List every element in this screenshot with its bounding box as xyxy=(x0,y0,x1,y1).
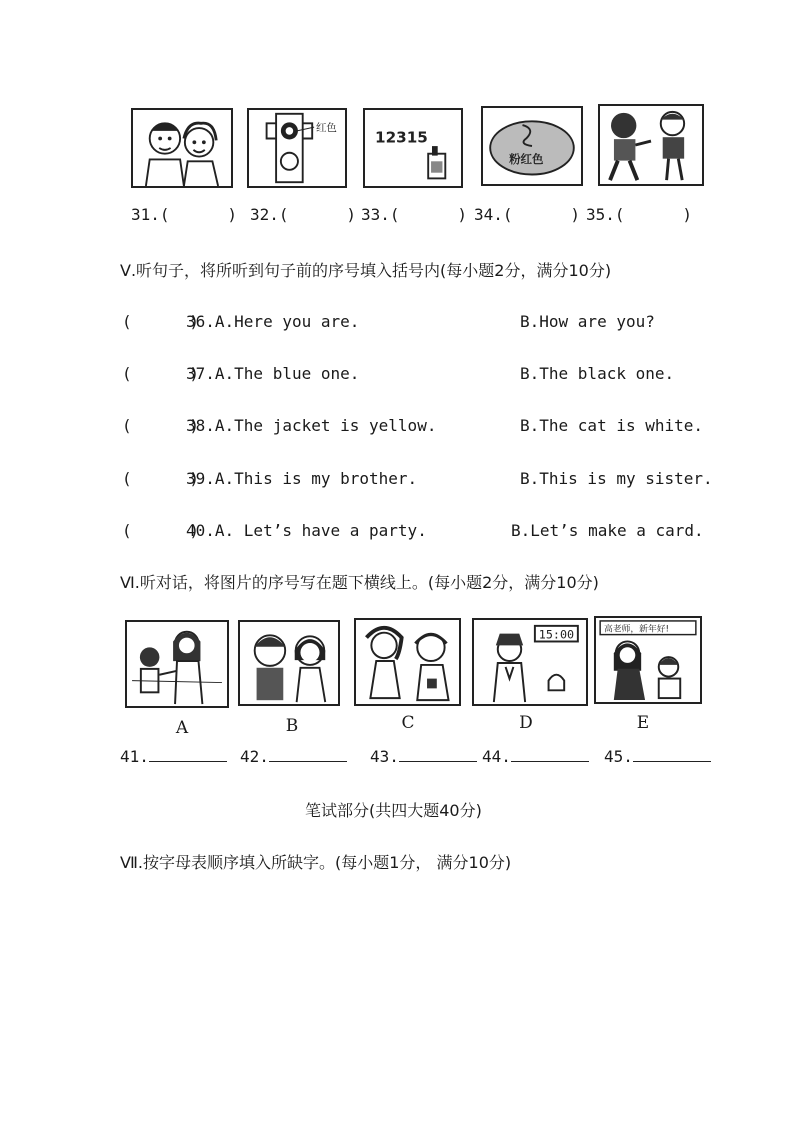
question-39-option-a: 39.A.This is my brother. xyxy=(186,469,418,488)
question-38-option-b: B.The cat is white. xyxy=(520,416,704,435)
picture-a xyxy=(125,620,229,708)
blank-45-number: 45. xyxy=(604,747,633,766)
question-38-option-a: 38.A.The jacket is yellow. xyxy=(186,416,437,435)
answer-label-32: 32.( ) xyxy=(250,205,356,224)
traffic-light-illustration xyxy=(249,110,345,186)
picture-b xyxy=(238,620,340,706)
blank-44 xyxy=(482,747,589,766)
red-color-label: 红色 xyxy=(316,121,337,134)
question-37-paren: ( ) xyxy=(122,364,200,383)
couple-illustration xyxy=(133,110,231,186)
blank-45 xyxy=(604,747,711,766)
picture-32 xyxy=(247,108,347,188)
answer-label-33: 33.( ) xyxy=(361,205,467,224)
question-40-option-a: 40.A. Let’s have a party. xyxy=(186,521,427,540)
question-40-option-b: B.Let’s make a card. xyxy=(511,521,704,540)
picture-letter-e: E xyxy=(636,713,650,733)
picture-letter-a: A xyxy=(175,718,189,738)
pink-color-label: 粉红色 xyxy=(509,152,544,167)
picture-letter-c: C xyxy=(401,713,415,733)
clock-and-man-illustration xyxy=(474,620,586,704)
blank-41-number: 41. xyxy=(120,747,149,766)
section-5-title: Ⅴ.听句子，将所听到句子前的序号填入括号内(每小题2分，满分10分) xyxy=(120,261,612,280)
two-girls-illustration xyxy=(356,620,459,704)
telephone-illustration xyxy=(365,110,461,186)
teacher-and-boy-illustration xyxy=(127,622,227,706)
section-7-title: Ⅶ.按字母表顺序填入所缺字。(每小题1分， 满分10分) xyxy=(120,853,512,872)
picture-c xyxy=(354,618,461,706)
answer-line-44[interactable] xyxy=(511,747,589,762)
section-6-title: Ⅵ.听对话，将图片的序号写在题下横线上。(每小题2分，满分10分) xyxy=(120,573,599,592)
speech-bubble-text: 高老师，新年好! xyxy=(604,624,670,635)
picture-31 xyxy=(131,108,233,188)
blank-42 xyxy=(240,747,347,766)
blank-41 xyxy=(120,747,227,766)
question-36-option-a: 36.A.Here you are. xyxy=(186,312,360,331)
greeting-teacher-illustration xyxy=(596,618,700,702)
question-40-paren: ( ) xyxy=(122,521,200,540)
picture-letter-b: B xyxy=(285,716,299,736)
question-36-option-b: B.How are you? xyxy=(520,312,655,331)
clock-time-label: 15:00 xyxy=(538,627,575,642)
answer-label-34: 34.( ) xyxy=(474,205,580,224)
answer-line-41[interactable] xyxy=(149,747,227,762)
blank-43 xyxy=(370,747,477,766)
blank-44-number: 44. xyxy=(482,747,511,766)
question-36-paren: ( ) xyxy=(122,312,200,331)
phone-number-label: 12315 xyxy=(375,128,428,147)
picture-35 xyxy=(598,104,704,186)
picture-e xyxy=(594,616,702,704)
answer-line-45[interactable] xyxy=(633,747,711,762)
question-38-paren: ( ) xyxy=(122,416,200,435)
answer-line-42[interactable] xyxy=(269,747,347,762)
picture-d xyxy=(472,618,588,706)
picture-letter-d: D xyxy=(519,713,533,733)
question-37-option-a: 37.A.The blue one. xyxy=(186,364,360,383)
pink-blob-illustration xyxy=(483,108,581,184)
two-boys-illustration xyxy=(600,106,702,184)
answer-label-31: 31.( ) xyxy=(131,205,237,224)
picture-33 xyxy=(363,108,463,188)
answer-line-43[interactable] xyxy=(399,747,477,762)
blank-43-number: 43. xyxy=(370,747,399,766)
question-39-option-b: B.This is my sister. xyxy=(520,469,713,488)
written-part-title: 笔试部分(共四大题40分) xyxy=(305,801,482,820)
answer-label-35: 35.( ) xyxy=(586,205,692,224)
question-37-option-b: B.The black one. xyxy=(520,364,675,383)
picture-34 xyxy=(481,106,583,186)
question-39-paren: ( ) xyxy=(122,469,200,488)
boy-and-girl-illustration xyxy=(240,622,338,704)
blank-42-number: 42. xyxy=(240,747,269,766)
